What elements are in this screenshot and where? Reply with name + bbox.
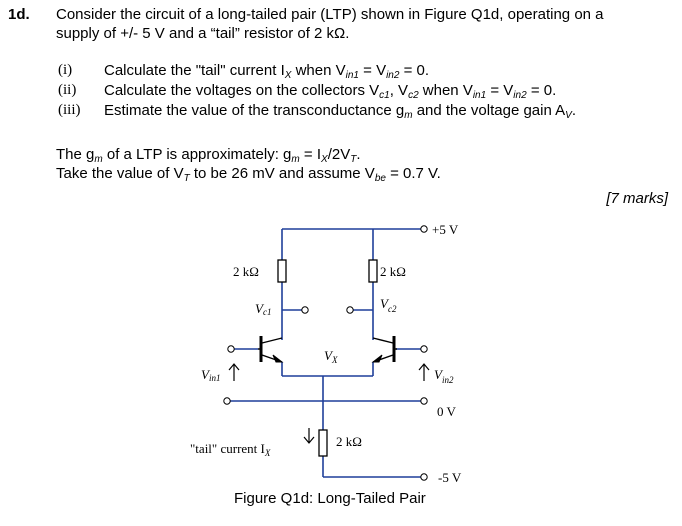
terminal-vc1 (302, 307, 308, 313)
terminal-0v-left (224, 398, 230, 404)
question-intro-line2: supply of +/- 5 V and a “tail” resistor of 2 kΩ. (56, 25, 350, 42)
resistor-tail (319, 430, 327, 456)
label-vc1: Vc1 (255, 301, 272, 317)
label-vin2: $V_{in2}$ (434, 367, 454, 385)
terminal-vminus (421, 474, 427, 480)
resistor-r2 (369, 260, 377, 282)
label-0v: 0 V (437, 404, 456, 419)
transistor-q2 (373, 336, 397, 362)
terminal-vin1 (228, 346, 234, 352)
note-vt-vbe: Take the value of $V_T$ to be 26 mV and assume $V_{be} = 0.7$ V. (56, 165, 441, 184)
note-gm-formula: The $g_m$ of a LTP is approximately: $g_m = I_X/2V_T$. (56, 146, 361, 165)
question-intro-line1: Consider the circuit of a long-tailed pair (LTP) shown in Figure Q1d, operating on a (56, 6, 604, 23)
item-1-text: Calculate the "tail" current $I_X$ when $V_{in1} = V_{in2} = 0$. (104, 62, 430, 81)
terminal-vc2 (347, 307, 353, 313)
tail-current-arrow-icon (304, 428, 314, 443)
label-vx: $V_X$ (324, 348, 338, 365)
transistor-q1 (258, 336, 282, 362)
item-3-text: Estimate the value of the transconductance $g_m$ and the voltage gain $A_V$. (104, 102, 576, 121)
vin1-arrow-icon (229, 364, 239, 381)
terminal-vin2 (421, 346, 427, 352)
label-r1: 2 kΩ (233, 264, 259, 279)
item-2-text: Calculate the voltages on the collectors $V_{c1}$, $V_{c2}$ when $V_{in1} = V_{in2} = 0$. (104, 82, 557, 101)
resistor-r1 (278, 260, 286, 282)
item-1-number: (i) (58, 62, 73, 78)
label-tail-current: "tail" current $I_X$ (190, 441, 271, 458)
label-r2: 2 kΩ (380, 264, 406, 279)
label-vc2: $V_{c2}$ (380, 296, 397, 314)
item-3-number: (iii) (58, 102, 81, 118)
label-vplus: +5 V (432, 222, 459, 237)
label-vminus: -5 V (438, 470, 462, 485)
terminal-vplus (421, 226, 427, 232)
vin2-arrow-icon (419, 364, 429, 381)
marks-label: [7 marks] (606, 190, 668, 207)
terminal-0v-right (421, 398, 427, 404)
question-number: 1d. (8, 6, 30, 23)
figure-caption: Figure Q1d: Long-Tailed Pair (234, 490, 426, 507)
item-2-number: (ii) (58, 82, 77, 98)
label-vin1: Vin1 (201, 367, 221, 383)
label-r3: 2 kΩ (336, 434, 362, 449)
